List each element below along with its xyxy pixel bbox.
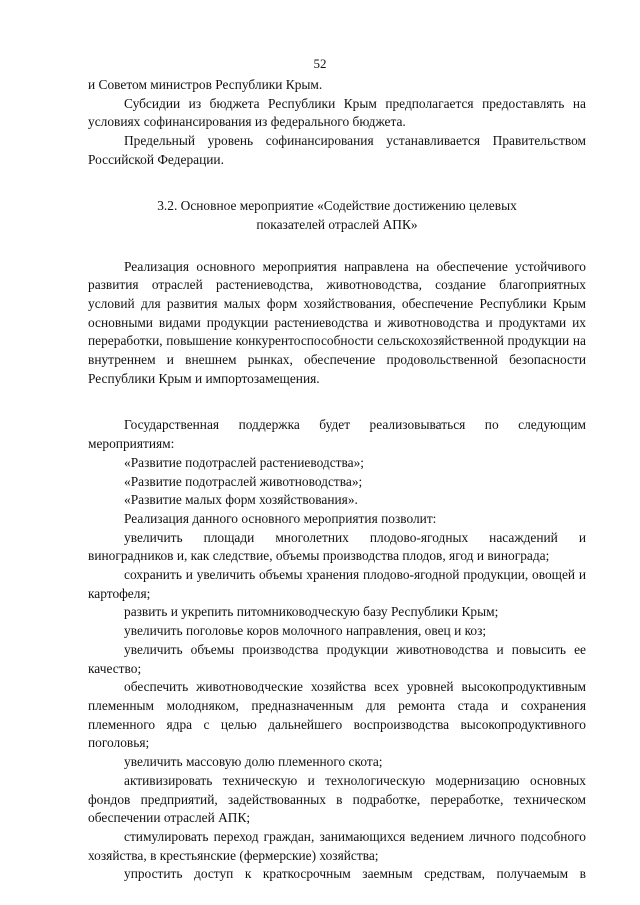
page-number: 52 [313,56,327,71]
list-item: увеличить массовую долю племенного скота; [124,754,383,770]
section-heading-line-1: 3.2. Основное мероприятие «Содействие достижению целевых [157,197,517,213]
list-item: увеличить поголовье коров молочного направления, овец и коз; [124,623,487,639]
paragraph-cofinancing-limit: Предельный уровень софинансирования устанавливается Правительством Российской Федерации. [88,133,586,167]
list-item: активизировать техническую и технологическую модернизацию основных фондов предприятий, задействованных в подработке, переработке, техническом обеспечении отраслей АПК; [88,772,586,826]
list-item: увеличить площади многолетних плодово-ягодных насаждений и виноградников и, как следствие, объемы производства плодов, ягод и винограда; [88,529,586,564]
page-content [88,76,586,884]
list-item: упростить доступ к краткосрочным заемным средствам, получаемым в [124,866,586,882]
list-item: обеспечить животноводческие хозяйства всех уровней высокопродуктивным племенным молодняком, предназначенным для ремонта стада и сохранения племенного ядра с целью дальнейшего воспроизводства высокопродуктивного поголовья; [88,679,586,751]
list-item: развить и укрепить питомниководческую базу Республики Крым; [124,604,499,620]
list-item: «Развитие малых форм хозяйствования». [124,492,358,508]
list-item: «Развитие подотраслей животноводства»; [124,473,363,489]
list-item: сохранить и увеличить объемы хранения плодово-ягодной продукции, овощей и картофеля; [88,567,586,601]
paragraph-subsidies: Субсидии из бюджета Республики Крым предполагается предоставлять на условиях софинансирования из федерального бюджета. [88,95,586,130]
paragraph-will-allow: Реализация данного основного мероприятия позволит: [124,510,437,526]
paragraph-continuation: и Советом министров Республики Крым. [88,77,323,92]
list-item: «Развитие подотраслей растениеводства»; [124,454,365,470]
section-heading-line-2: показателей отраслей АПК» [256,216,418,232]
paragraph-implementation: Реализация основного мероприятия направлена на обеспечение устойчивого развития отраслей растениеводства, животноводства, создание благоприятных условий для развития малых форм хозяйствования, обеспечение Республики Крым основными видами продукции растениеводства и животноводства и продуктами их переработки, повышение конкурентоспособности сельскохозяйственной продукции на внутреннем и внешнем рынках, обеспечение продовольственной безопасности Республики Крым и импортозамещения. [88,258,586,386]
list-item: увеличить объемы производства продукции животноводства и повысить ее качество; [88,641,586,676]
paragraph-state-support: Государственная поддержка будет реализовываться по следующим мероприятиям: [88,417,586,452]
section-heading [88,196,586,234]
list-item: стимулировать переход граждан, занимающихся ведением личного подсобного хозяйства, в крестьянские (фермерские) хозяйства; [88,828,586,863]
